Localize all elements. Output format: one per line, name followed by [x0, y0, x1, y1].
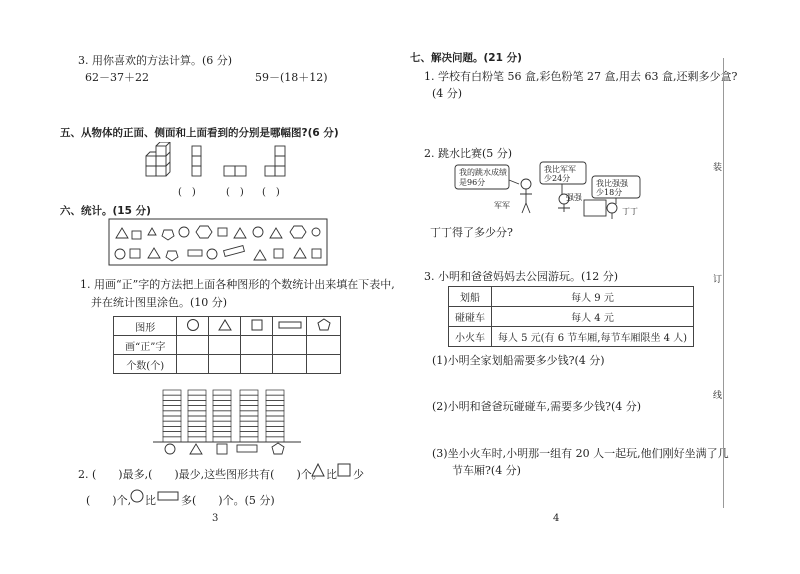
r-q3-title: 3. 小明和爸爸妈妈去公园游玩。(12 分) — [424, 270, 619, 283]
stat-q2-line2c: 多( )个。(5 分) — [181, 494, 275, 507]
chart-cell[interactable] — [266, 416, 284, 421]
r-q3-sub1: (1)小明全家划船需要多少钱?(4 分) — [432, 354, 605, 367]
chart-cell[interactable] — [163, 390, 181, 395]
stat-q2-than-1: 比 — [326, 468, 337, 481]
stat-table-header-count: 个数(个) — [114, 355, 177, 374]
tally-cell[interactable] — [241, 336, 273, 355]
chart-cell[interactable] — [188, 416, 206, 421]
chart-cell[interactable] — [163, 421, 181, 426]
chart-cell[interactable] — [188, 411, 206, 416]
chart-cell[interactable] — [188, 437, 206, 442]
chart-cell[interactable] — [188, 406, 206, 411]
chart-cell[interactable] — [240, 416, 258, 421]
count-cell[interactable] — [209, 355, 241, 374]
q3-title: 3. 用你喜欢的方法计算。(6 分) — [78, 54, 233, 67]
chart-cell[interactable] — [163, 416, 181, 421]
tally-cell[interactable] — [209, 336, 241, 355]
stat-q2-line2a: ( )个, — [86, 494, 132, 507]
chart-cell[interactable] — [266, 432, 284, 437]
triangle-icon — [209, 317, 241, 336]
price-item: 碰碰车 — [449, 307, 492, 327]
stat-chart-grid — [153, 386, 301, 456]
chart-cell[interactable] — [266, 400, 284, 405]
chart-cell[interactable] — [240, 432, 258, 437]
chart-cell[interactable] — [163, 400, 181, 405]
rectangle-icon — [272, 317, 306, 336]
r-q3-sub2: (2)小明和爸爸玩碰碰车,需要多少钱?(4 分) — [432, 400, 642, 413]
chart-cell[interactable] — [213, 426, 231, 431]
count-cell[interactable] — [177, 355, 209, 374]
price-value: 每人 4 元 — [492, 307, 694, 327]
bubble-2-line1: 我比军军 — [544, 165, 576, 174]
r-q2-title: 2. 跳水比赛(5 分) — [424, 147, 513, 160]
view-blank-2[interactable]: ( ) — [226, 187, 244, 198]
name-junjun: 军军 — [494, 201, 510, 210]
price-value: 每人 5 元(有 6 节车厢,每节车厢限坐 4 人) — [492, 327, 694, 347]
chart-cell[interactable] — [188, 421, 206, 426]
section-6-title: 六、统计。(15 分) — [60, 205, 151, 217]
chart-cell[interactable] — [163, 411, 181, 416]
square-icon — [337, 463, 351, 477]
price-value: 每人 9 元 — [492, 287, 694, 307]
view-blank-3[interactable]: ( ) — [262, 187, 280, 198]
name-qiangqiang: 强强 — [566, 193, 582, 202]
price-item: 划船 — [449, 287, 492, 307]
chart-cell[interactable] — [240, 421, 258, 426]
r-q1-line1: 1. 学校有白粉笔 56 盒,彩色粉笔 27 盒,用去 63 盒,还剩多少盒? — [424, 70, 738, 83]
view-figures — [140, 142, 300, 186]
q3-expression-2: 59－(18＋12) — [255, 71, 328, 84]
circle-icon — [177, 317, 209, 336]
park-price-table — [448, 286, 694, 347]
chart-cell[interactable] — [213, 400, 231, 405]
section-7-title: 七、解决问题。(21 分) — [410, 52, 522, 64]
binding-line — [723, 58, 724, 508]
chart-cell[interactable] — [266, 390, 284, 395]
stat-q1-line1: 1. 用画“正”字的方法把上面各种图形的个数统计出来填在下表中, — [80, 278, 395, 291]
chart-cell[interactable] — [213, 390, 231, 395]
price-item: 小火车 — [449, 327, 492, 347]
chart-cell[interactable] — [163, 426, 181, 431]
r-q3-sub3-line2: 节车厢?(4 分) — [452, 464, 521, 477]
q3-expression-1: 62－37＋22 — [85, 71, 149, 84]
page-number-right: 4 — [553, 513, 560, 524]
chart-cell[interactable] — [240, 426, 258, 431]
chart-cell[interactable] — [266, 406, 284, 411]
r-q1-line2: (4 分) — [432, 87, 463, 100]
stat-table — [113, 316, 341, 374]
pentagon-icon — [307, 317, 341, 336]
chart-cell[interactable] — [163, 395, 181, 400]
chart-cell[interactable] — [240, 400, 258, 405]
square-icon — [241, 317, 273, 336]
chart-cell[interactable] — [266, 395, 284, 400]
r-q2-question: 丁丁得了多少分? — [430, 226, 513, 239]
chart-cell[interactable] — [213, 395, 231, 400]
chart-cell[interactable] — [213, 421, 231, 426]
chart-cell[interactable] — [213, 416, 231, 421]
chart-cell[interactable] — [188, 390, 206, 395]
stat-q2-than-2: 比 — [145, 494, 156, 507]
bubble-3-line1: 我比强强 — [596, 179, 628, 188]
tally-cell[interactable] — [272, 336, 306, 355]
chart-cell[interactable] — [240, 390, 258, 395]
chart-cell[interactable] — [163, 432, 181, 437]
chart-cell[interactable] — [188, 400, 206, 405]
chart-cell[interactable] — [188, 395, 206, 400]
bubble-1-line1: 我的跳水成绩 — [459, 168, 507, 177]
section-5-title: 五、从物体的正面、侧面和上面看到的分别是哪幅图?(6 分) — [60, 127, 339, 139]
chart-cell[interactable] — [163, 406, 181, 411]
count-cell[interactable] — [241, 355, 273, 374]
view-blank-1[interactable]: ( ) — [178, 187, 196, 198]
chart-cell[interactable] — [266, 426, 284, 431]
chart-cell[interactable] — [213, 411, 231, 416]
bubble-1-line2: 是96分 — [459, 178, 486, 187]
tally-cell[interactable] — [177, 336, 209, 355]
tally-cell[interactable] — [307, 336, 341, 355]
count-cell[interactable] — [307, 355, 341, 374]
stat-table-header-tally: 画“正”字 — [114, 336, 177, 355]
chart-cell[interactable] — [240, 406, 258, 411]
chart-cell[interactable] — [213, 437, 231, 442]
stat-q2-less: 少 — [353, 468, 364, 481]
r-q3-sub3-line1: (3)坐小火车时,小明那一组有 20 人一起玩,他们刚好坐满了几 — [432, 447, 729, 460]
chart-cell[interactable] — [188, 426, 206, 431]
chart-cell[interactable] — [266, 421, 284, 426]
chart-cell[interactable] — [240, 437, 258, 442]
margin-char-3: 线 — [713, 386, 722, 403]
chart-cell[interactable] — [188, 432, 206, 437]
bubble-2-line2: 少24分 — [544, 174, 571, 183]
chart-cell[interactable] — [213, 432, 231, 437]
name-dingding: 丁丁 — [622, 207, 638, 216]
chart-cell[interactable] — [266, 437, 284, 442]
margin-char-2: 订 — [713, 270, 722, 287]
chart-cell[interactable] — [266, 411, 284, 416]
chart-cell[interactable] — [240, 411, 258, 416]
stat-q1-line2: 并在统计图里涂色。(10 分) — [91, 296, 228, 309]
margin-char-1: 装 — [713, 158, 722, 175]
page-number-left: 3 — [212, 513, 219, 524]
count-cell[interactable] — [272, 355, 306, 374]
stat-q2-line1a: 2. ( )最多,( )最少,这些图形共有( )个。 — [78, 468, 323, 481]
shapes-box — [108, 218, 328, 266]
chart-cell[interactable] — [213, 406, 231, 411]
stat-table-header-shape: 图形 — [114, 317, 177, 336]
triangle-icon — [311, 463, 325, 477]
diving-illustration — [452, 160, 647, 220]
circle-icon — [130, 489, 144, 503]
rectangle-icon — [157, 491, 179, 501]
bubble-3-line2: 少18分 — [596, 188, 623, 197]
chart-cell[interactable] — [163, 437, 181, 442]
chart-cell[interactable] — [240, 395, 258, 400]
